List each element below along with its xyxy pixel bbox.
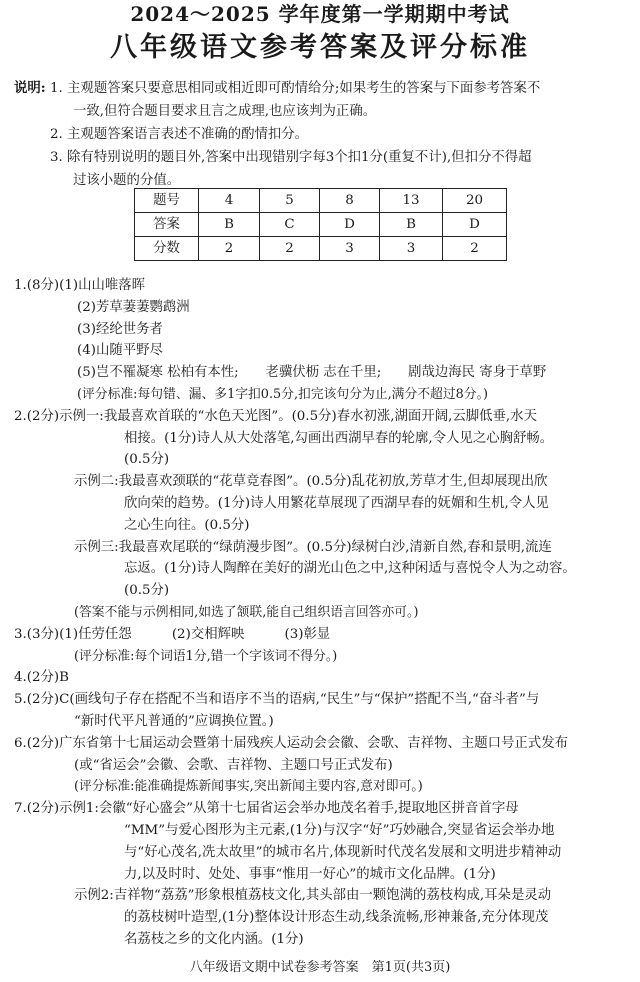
q7-line: 示例2:吉祥物“荔荔”形象根植荔枝文化,其头部由一颗饱满的荔枝构成,耳朵是灵动	[74, 888, 552, 904]
q2-line: (0.5分)	[124, 452, 170, 468]
table-cell: 20	[443, 189, 507, 213]
exam-title: 2024～2025 学年度第一学期期中考试	[130, 2, 510, 26]
table-cell: 3	[380, 237, 443, 261]
table-cell: 分数	[135, 237, 199, 261]
q2-line: 忘返。(1分)诗人陶醉在美好的湖光山色之中,这种闲适与喜悦令人为之动容。	[124, 561, 576, 577]
q7-line: 名荔枝之乡的文化内涵。(1分)	[124, 932, 304, 947]
document-title: 八年级语文参考答案及评分标准	[110, 32, 530, 63]
q1-line: (2)芳草萋萋鹦鹉洲	[77, 299, 190, 315]
q6-line: 6.(2分)广东省第十七届运动会暨第十届残疾人运动会会徽、会歌、吉祥物、主题口号正式发布	[14, 735, 568, 751]
q1-line: (4)山随平野尽	[77, 343, 163, 359]
q5-line: 5.(2分)C(画线句子存在搭配不当和语序不当的语病,“民生”与“保护”搭配不当,“奋斗者”与	[14, 692, 540, 708]
q7-line: “MM”与爱心图形为主元素,(1分)与汉字“好”巧妙融合,突显省运会举办地	[124, 823, 555, 838]
table-cell: B	[199, 213, 260, 237]
q1-line: (5)岂不罹凝寒 松柏有本性; 老骥伏枥 志在千里; 剧哉边海民 寄身于草野	[77, 365, 547, 381]
instruction-1: 1. 主观题答案只要意思相同或相近即可酌情给分;如果考生的答案与下面参考答案不	[50, 81, 541, 96]
table-cell: 5	[260, 189, 320, 213]
q2-line: 相接。(1分)诗人从大处落笔,勾画出西湖早春的轮廓,令人见之心胸舒畅。	[124, 430, 554, 446]
q2-line: 之心生向往。(0.5分)	[124, 517, 250, 533]
q1-line: (3)经纶世务者	[77, 321, 163, 337]
table-cell: 2	[260, 237, 320, 261]
q3-line: 3.(3分)(1)任劳任怨 (2)交相辉映 (3)彰显	[14, 626, 331, 642]
q2-line: 示例三:我最喜欢尾联的“绿荫漫步图”。(0.5分)绿树白沙,清新自然,春和景明,流连	[74, 539, 552, 555]
table-cell: 2	[199, 237, 260, 261]
table-cell: 答案	[135, 213, 199, 237]
table-cell: D	[320, 213, 380, 237]
q2-line: 2.(2分)示例一:我最喜欢首联的“水色天光图”。(0.5分)春水初涨,湖面开阔,云脚低垂,水天	[14, 408, 537, 424]
instruction-3-cont: 过该小题的分值。	[73, 173, 181, 188]
q7-line: 力,以及时时、处处、事事“惟用一好心”的城市文化品牌。(1分)	[124, 866, 496, 882]
table-cell: 4	[199, 189, 260, 213]
instruction-1-cont: 一致,但符合题目要求且言之成理,也应该判为正确。	[73, 104, 377, 119]
q7-line: 7.(2分)示例1:会徽“好心盛会”从第十七届省运会举办地茂名着手,提取地区拼音首字母	[14, 801, 519, 817]
q2-scoring-note: (答案不能与示例相同,如选了颔联,能自己组织语言回答亦可。)	[74, 605, 419, 620]
q2-line: 欣向荣的趋势。(1分)诗人用繁花草展现了西湖早春的妩媚和生机,令人见	[124, 496, 549, 511]
page-footer: 八年级语文期中试卷参考答案 第1页(共3页)	[189, 959, 451, 975]
q3-scoring-note: (评分标准:每个词语1分,错一个字该词不得分。)	[74, 648, 338, 664]
table-row	[135, 237, 507, 261]
q5-line: “新时代平凡普通的”应调换位置。)	[74, 714, 274, 729]
table-cell: 8	[320, 189, 380, 213]
table-row	[135, 213, 507, 237]
q4-line: 4.(2分)B	[14, 670, 69, 686]
instructions-label: 说明:	[14, 80, 46, 96]
table-row	[135, 189, 507, 213]
q7-line: 与“好心茂名,冼太故里”的城市名片,体现新时代茂名发展和文明进步精神动	[124, 844, 562, 860]
table-cell: 3	[320, 237, 380, 261]
q2-line: (0.5分)	[124, 583, 170, 599]
table-cell: 题号	[135, 189, 199, 213]
q1-scoring-note: (评分标准:每句错、漏、多1字扣0.5分,扣完该句分为止,满分不超过8分。)	[77, 387, 488, 402]
instruction-2: 2. 主观题答案语言表述不准确的酌情扣分。	[50, 127, 309, 142]
q1-line: 1.(8分)(1)山山唯落晖	[14, 278, 146, 293]
table-cell: C	[260, 213, 320, 237]
answer-table	[134, 188, 507, 261]
table-cell: 13	[380, 189, 443, 213]
table-cell: 2	[443, 237, 507, 261]
q2-line: 示例二:我最喜欢颈联的“花草竞春图”。(0.5分)乱花初放,芳草才生,但却展现出欣	[74, 474, 548, 490]
q6-line: (或“省运会”会徽、会歌、吉祥物、主题口号正式发布)	[74, 757, 393, 773]
instruction-3: 3. 除有特别说明的题目外,答案中出现错别字每3个扣1分(重复不计),但扣分不得超	[50, 150, 532, 165]
table-cell: B	[380, 213, 443, 237]
q7-line: 的荔枝树叶造型,(1分)整体设计形态生动,线条流畅,形神兼备,充分体现茂	[124, 910, 549, 926]
table-cell: D	[443, 213, 507, 237]
q6-scoring-note: (评分标准:能准确提炼新闻事实,突出新闻主要内容,意对即可。)	[74, 779, 423, 795]
